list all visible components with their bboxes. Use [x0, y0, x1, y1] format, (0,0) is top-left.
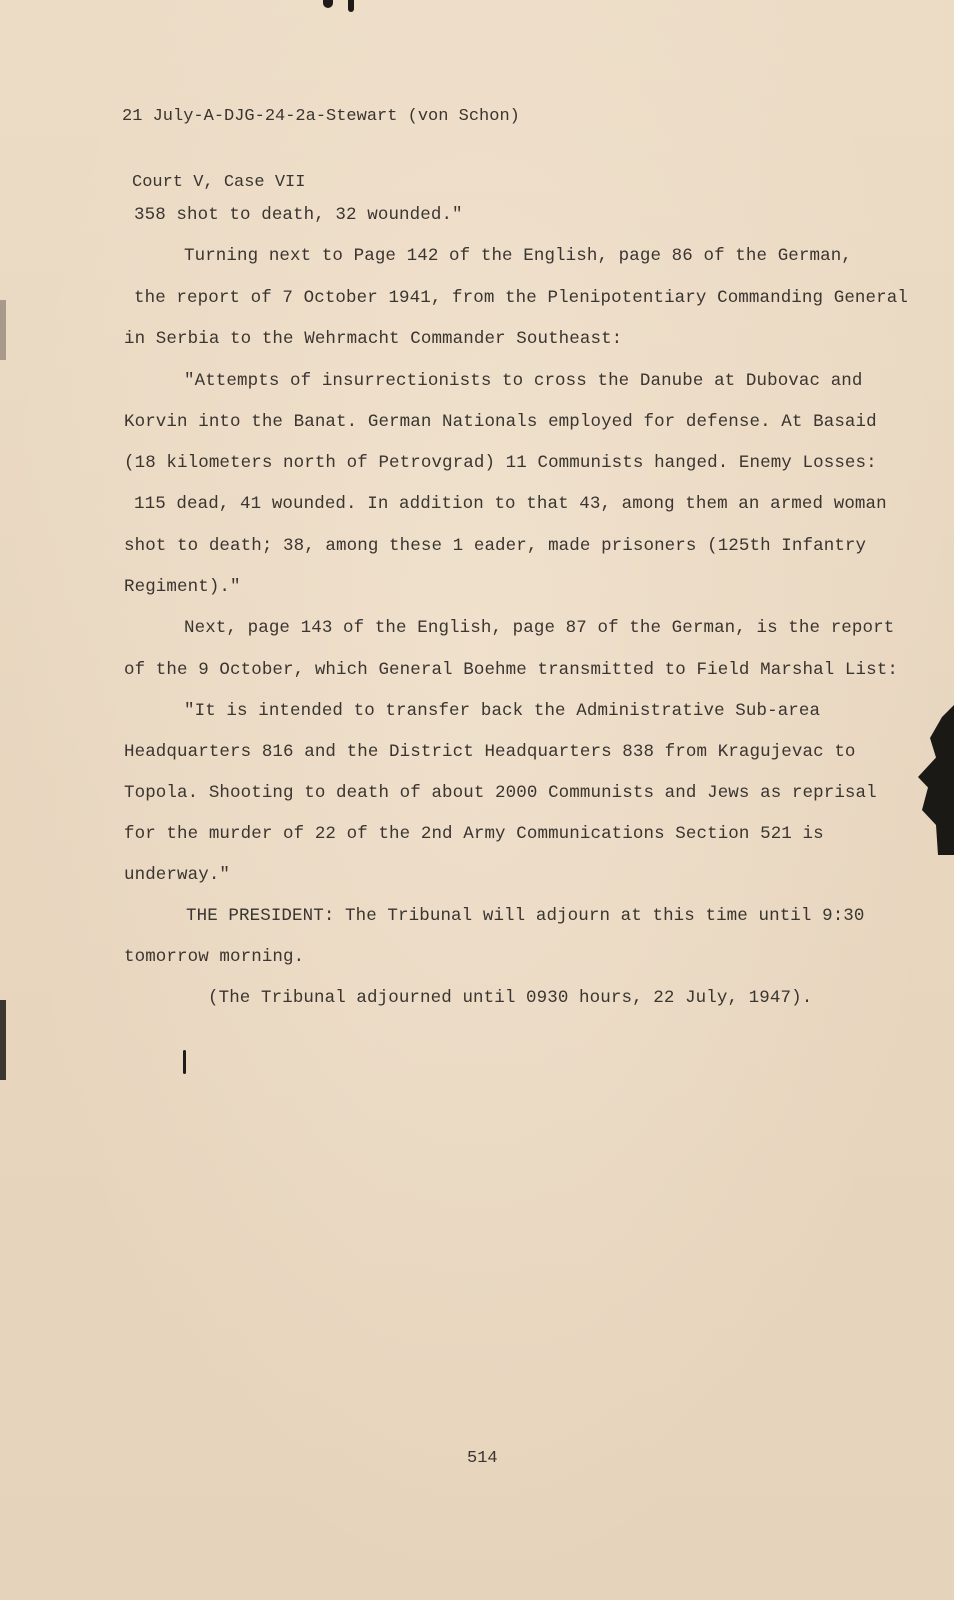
text-line: for the murder of 22 of the 2nd Army Communications Section 521 is — [124, 824, 824, 844]
text-line: Korvin into the Banat. German Nationals employed for defense. At Basaid — [124, 412, 877, 432]
text-line: Topola. Shooting to death of about 2000 Communists and Jews as reprisal — [124, 783, 877, 803]
left-edge-shadow-2 — [0, 1000, 6, 1080]
text-line: shot to death; 38, among these 1 eader, made prisoners (125th Infantry — [124, 536, 867, 556]
top-ink-mark — [323, 0, 333, 8]
text-line: in Serbia to the Wehrmacht Commander Southeast: — [124, 329, 623, 349]
left-edge-shadow — [0, 300, 6, 360]
text-line: "It is intended to transfer back the Administrative Sub-area — [184, 701, 821, 721]
page-number: 514 — [467, 1449, 498, 1468]
header-line-2: Court V, Case VII — [132, 173, 306, 192]
top-ink-mark-2 — [348, 0, 354, 12]
text-line: "Attempts of insurrectionists to cross the Danube at Dubovac and — [184, 371, 863, 391]
text-line: (18 kilometers north of Petrovgrad) 11 Communists hanged. Enemy Losses: — [124, 453, 877, 473]
text-line: 115 dead, 41 wounded. In addition to that 43, among them an armed woman — [134, 494, 887, 514]
text-line: tomorrow morning. — [124, 947, 305, 967]
torn-edge — [914, 705, 954, 855]
header-line-1: 21 July-A-DJG-24-2a-Stewart (von Schon) — [122, 107, 520, 126]
text-line: Turning next to Page 142 of the English, page 86 of the German, — [184, 246, 852, 266]
text-line: the report of 7 October 1941, from the Plenipotentiary Commanding General — [134, 288, 908, 308]
text-line: THE PRESIDENT: The Tribunal will adjourn at this time until 9:30 — [186, 906, 865, 926]
pen-mark — [183, 1050, 186, 1074]
text-line: Headquarters 816 and the District Headquarters 838 from Kragujevac to — [124, 742, 856, 762]
text-line: underway." — [124, 865, 231, 885]
text-line: 358 shot to death, 32 wounded." — [134, 205, 463, 225]
text-line: (The Tribunal adjourned until 0930 hours, 22 July, 1947). — [208, 988, 813, 1008]
text-line: Next, page 143 of the English, page 87 of the German, is the report — [184, 618, 895, 638]
text-line: of the 9 October, which General Boehme transmitted to Field Marshal List: — [124, 660, 898, 680]
text-line: Regiment)." — [124, 577, 241, 597]
